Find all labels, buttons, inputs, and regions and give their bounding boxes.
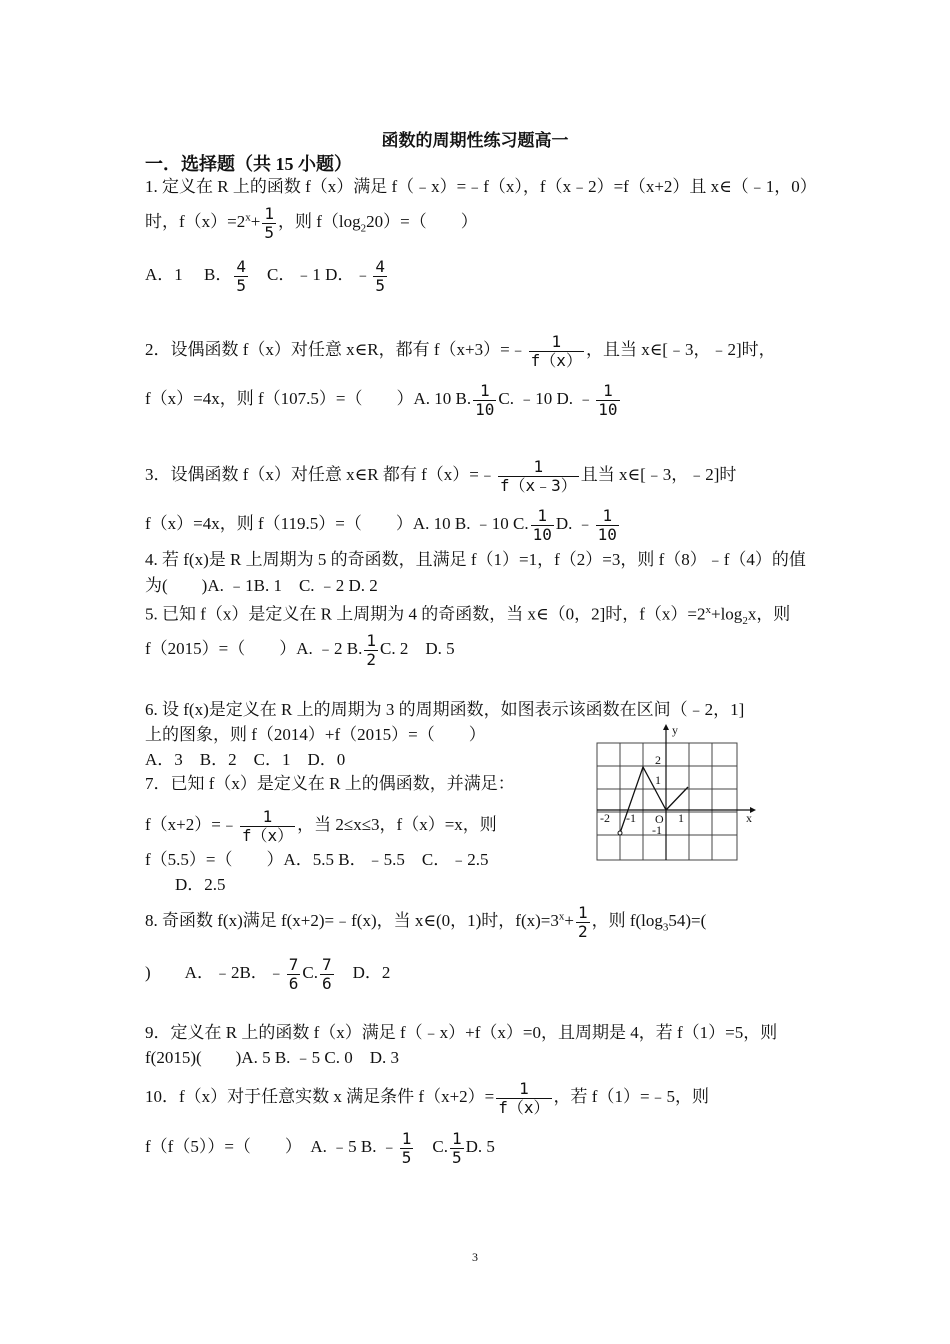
question-5-line-2: f（2015）=（ ）A. ﹣2 B. $\frac{1}{2}$ C. 2 D. 5 [145, 631, 455, 669]
page-title: 函数的周期性练习题高一 [381, 131, 569, 150]
origin-label: O [655, 812, 664, 826]
open-endpoint [618, 831, 622, 835]
fraction-1-5: $\frac{1}{5}$ [401, 1129, 412, 1167]
question-2-line-1: 2．设偶函数 f（x）对任意 x∈R，都有 f（x+3）=﹣ $\frac{1}{f(x)}$ ，且当 x∈[﹣3，﹣2]时， [145, 332, 776, 370]
fraction-1-5: $\frac{1}{5}$ [264, 204, 274, 242]
fraction-4-5: $\frac{4}{5}$ [236, 257, 247, 295]
fraction-1-over-fx: $\frac{1}{f(x)}$ [530, 332, 582, 370]
question-7-line-2: f（x+2）=﹣ $\frac{1}{f(x)}$ ，当 2≤x≤3，f（x）=x，则 [145, 807, 497, 845]
fraction-1-5: $\frac{1}{5}$ [452, 1129, 462, 1167]
y-axis-arrow [663, 724, 669, 730]
fraction-1-10: $\frac{1}{10}$ [532, 506, 552, 544]
x-tick-label: -1 [626, 811, 636, 825]
question-10-line-2: f（f（5））=（ ） A. ﹣5 B. ﹣ $\frac{1}{5}$ C. $\frac{1}{5}$ D. 5 [145, 1129, 495, 1167]
question-2-line-2: f（x）=4x，则 f（107.5）=（ ）A. 10 B. $\frac{1}{10}$ C. ﹣10 D. ﹣ $\frac{1}{10}$ [145, 381, 618, 419]
question-4-line-1: 4. 若 f(x)是 R 上周期为 5 的奇函数，且满足 f（1）=1，f（2）=3，则 f（8）﹣f（4）的值 [145, 550, 806, 569]
question-7-line-3: f（5.5）=（ ）A．5.5 B．﹣5.5 C．﹣2.5 [145, 850, 489, 869]
question-9-line-2: f(2015)( )A. 5 B. ﹣5 C. 0 D. 3 [145, 1048, 400, 1067]
fraction-1-10: $\frac{1}{10}$ [475, 381, 495, 419]
question-5-line-1: 5. 已知 f（x）是定义在 R 上周期为 4 的奇函数，当 x∈（0，2]时，$f(x)=2^x+\log_2x$，则 [145, 604, 791, 628]
fraction-1-2: $\frac{1}{2}$ [366, 631, 377, 669]
fraction-7-6: $\frac{7}{6}$ [288, 955, 299, 993]
y-tick-label: -1 [652, 823, 662, 837]
question-4-line-2: 为( )A. ﹣1B. 1 C. ﹣2 D. 2 [145, 576, 378, 595]
question-3-line-1: 3．设偶函数 f（x）对任意 x∈R 都有 f（x）=﹣ $\frac{1}{f(x﹣3)}$ 且当 x∈[﹣3，﹣2]时 [145, 457, 737, 495]
fraction-1-over-fx-3: $\frac{1}{f(x﹣3)}$ [499, 457, 577, 495]
question-3-line-2: f（x）=4x，则 f（119.5）=（ ）A. 10 B. ﹣10 C. $\frac{1}{10}$ D. ﹣ $\frac{1}{10}$ [145, 506, 617, 544]
question-10-line-1: 10．f（x）对于任意实数 x 满足条件 f（x+2）= $\frac{1}{f(x)}$ ，若 f（1）=﹣5，则 [145, 1079, 710, 1117]
fraction-1-over-fx: $\frac{1}{f(x)}$ [241, 807, 294, 845]
question-6-options: A．3 B．2 C．1 D．0 [145, 750, 346, 769]
question-8-line-2: ) A．﹣2B．﹣ $\frac{7}{6}$ C. $\frac{7}{6}$ D．2 [145, 955, 391, 993]
y-axis-label: y [672, 723, 678, 737]
section-title: 一．选择题（共 15 小题） [145, 154, 352, 174]
question-8-line-1: 8. 奇函数 f(x)满足 f(x+2)=﹣f(x)，当 x∈(0，1)时，$f(x)=3^x+$ $\frac{1}{2}$ ，则 $f(\log_354)=$( [145, 903, 707, 941]
fraction-1-2: $\frac{1}{2}$ [577, 903, 588, 941]
question-1-line-2: 时，$f(x)=2^x+$ $\frac{1}{5}$ ，则 $f(\log_220)=$（ ） [145, 204, 478, 242]
question-7-line-1: 7．已知 f（x）是定义在 R 上的偶函数，并满足： [145, 774, 515, 793]
function-graph [588, 720, 763, 865]
question-9-line-1: 9．定义在 R 上的函数 f（x）满足 f（﹣x）+f（x）=0，且周期是 4，若 f（1）=5，则 [145, 1023, 778, 1042]
fraction-7-6: $\frac{7}{6}$ [322, 955, 332, 993]
question-1-options: A．1 B． $\frac{4}{5}$ C．﹣1 D．﹣ $\frac{4}{5}$ [145, 257, 386, 295]
question-1-line-1: 1. 定义在 R 上的函数 f（x）满足 f（﹣x）=﹣f（x），f（x﹣2）=f（x+2）且 x∈（﹣1，0） [145, 177, 817, 196]
page-number: 3 [472, 1250, 478, 1264]
x-axis-label: x [746, 811, 752, 825]
y-tick-label: 2 [655, 753, 661, 767]
grid [597, 743, 737, 860]
x-tick-label: 1 [678, 811, 684, 825]
fraction-1-10: $\frac{1}{10}$ [598, 381, 618, 419]
fraction-1-10: $\frac{1}{10}$ [597, 506, 617, 544]
fraction-1-over-fx: $\frac{1}{f(x)}$ [498, 1079, 550, 1117]
function-segment [666, 787, 688, 810]
x-tick-label: -2 [600, 811, 610, 825]
y-tick-label: 1 [655, 773, 661, 787]
fraction-4-5: $\frac{4}{5}$ [375, 257, 386, 295]
question-7-line-4: D．2.5 [175, 875, 226, 894]
question-6-line-1: 6. 设 f(x)是定义在 R 上的周期为 3 的周期函数，如图表示该函数在区间（﹣2，1] [145, 700, 745, 719]
question-6-line-2: 上的图象，则 f（2014）+f（2015）=（ ） [145, 725, 486, 744]
